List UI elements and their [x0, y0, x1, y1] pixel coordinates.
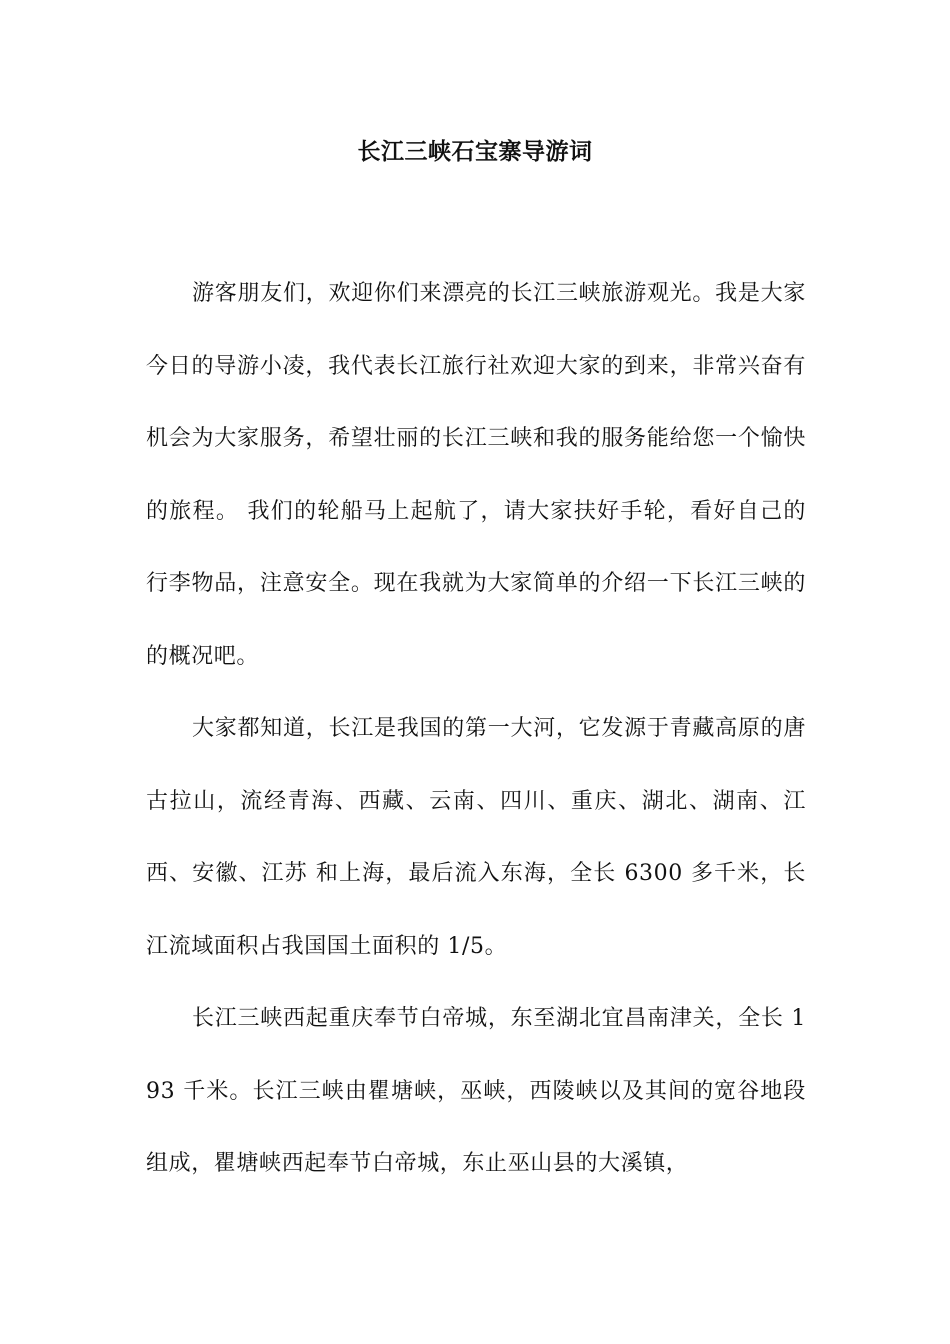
document-title: 长江三峡石宝寨导游词	[357, 139, 593, 165]
paragraph-yangtze-overview: 大家都知道，长江是我国的第一大河，它发源于青藏高原的唐古拉山，流经青海、西藏、云南、四川、重庆、湖北、湖南、江西、安徽、江苏 和上海，最后流入东海，全长 6300 多千米，长江流域面积占我国国土面积的 1/5。	[146, 716, 806, 959]
paragraph-three-gorges: 长江三峡西起重庆奉节白帝城，东至湖北宜昌南津关，全长 193 千米。长江三峡由瞿塘峡，巫峡，西陵峡以及其间的宽谷地段组成，瞿塘峡西起奉节白帝城，东止巫山县的大溪镇，	[146, 1006, 806, 1176]
paragraph-intro: 游客朋友们，欢迎你们来漂亮的长江三峡旅游观光。我是大家今日的导游小凌，我代表长江旅行社欢迎大家的到来，非常兴奋有机会为大家服务，希望壮丽的长江三峡和我的服务能给您一个愉快的旅程。 我们的轮船马上起航了，请大家扶好手轮，看好自己的行李物品，注意安全。现在我就为大家简单的介绍一下长江三峡的的概况吧。	[146, 281, 806, 669]
document-body	[146, 258, 806, 1201]
